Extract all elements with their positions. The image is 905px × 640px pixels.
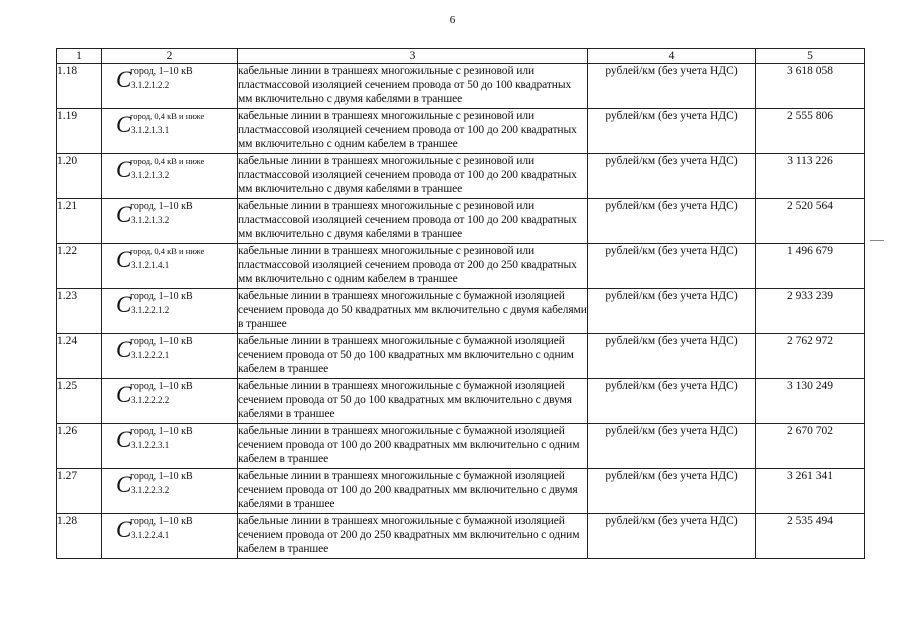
row-description: кабельные линии в траншеях многожильные с бумажной изоляцией сечением провода от 100 до 200 квадратных мм включительно с одним кабелем в траншее [238,424,588,469]
row-value: 3 130 249 [756,379,865,424]
row-number: 1.23 [57,289,102,334]
row-unit: рублей/км (без учета НДС) [588,469,756,514]
rate-formula [116,516,237,556]
rate-formula-cell [102,334,238,379]
row-description: кабельные линии в траншеях многожильные с резиновой или пластмассовой изоляцией сечением провода от 100 до 200 квадратных мм включительно с двумя кабелями в траншее [238,154,588,199]
scan-artifact [870,240,884,241]
row-unit: рублей/км (без учета НДС) [588,289,756,334]
header-col-2: 2 [102,49,238,64]
formula-superscript: город, 1–10 кВ [130,516,193,527]
formula-symbol: C [116,292,132,317]
rate-formula-cell [102,154,238,199]
rate-formula [116,426,237,466]
row-unit: рублей/км (без учета НДС) [588,64,756,109]
formula-subscript: 3.1.2.2.4.1 [131,530,170,540]
rate-formula [116,111,237,151]
table-row [57,379,865,424]
formula-superscript: город, 0,4 кВ и ниже [130,156,205,166]
row-unit: рублей/км (без учета НДС) [588,109,756,154]
rate-formula-cell [102,64,238,109]
row-description: кабельные линии в траншеях многожильные с резиновой или пластмассовой изоляцией сечением провода от 100 до 200 квадратных мм включительно с двумя кабелями в траншее [238,199,588,244]
formula-superscript: город, 1–10 кВ [130,381,193,392]
rates-table [56,48,865,559]
row-value: 3 261 341 [756,469,865,514]
row-value: 3 618 058 [756,64,865,109]
table-header-row [57,49,865,64]
row-unit: рублей/км (без учета НДС) [588,199,756,244]
rate-formula [116,336,237,376]
header-col-5: 5 [756,49,865,64]
rate-formula [116,291,237,331]
formula-subscript: 3.1.2.1.4.1 [131,260,170,270]
row-description: кабельные линии в траншеях многожильные с резиновой или пластмассовой изоляцией сечением провода от 200 до 250 квадратных мм включительно с одним кабелем в траншее [238,244,588,289]
rate-formula [116,156,237,196]
table-row [57,64,865,109]
row-unit: рублей/км (без учета НДС) [588,514,756,559]
row-description: кабельные линии в траншеях многожильные с бумажной изоляцией сечением провода от 100 до 200 квадратных мм включительно с двумя кабелями в траншее [238,469,588,514]
rate-formula-cell [102,514,238,559]
formula-subscript: 3.1.2.2.2.1 [131,350,170,360]
rate-formula-cell [102,244,238,289]
formula-symbol: C [116,67,132,92]
row-description: кабельные линии в траншеях многожильные с резиновой или пластмассовой изоляцией сечением провода от 100 до 200 квадратных мм включительно с одним кабелем в траншее [238,109,588,154]
table-body [57,64,865,559]
rate-formula-cell [102,109,238,154]
row-number: 1.27 [57,469,102,514]
table-row [57,424,865,469]
formula-subscript: 3.1.2.1.3.1 [131,125,170,135]
row-number: 1.19 [57,109,102,154]
rate-formula-cell [102,469,238,514]
rate-formula [116,246,237,286]
table-row [57,244,865,289]
rate-formula [116,66,237,106]
row-number: 1.28 [57,514,102,559]
row-unit: рублей/км (без учета НДС) [588,379,756,424]
formula-subscript: 3.1.2.1.3.2 [131,215,170,225]
row-description: кабельные линии в траншеях многожильные с бумажной изоляцией сечением провода от 50 до 100 квадратных мм включительно с двумя кабелями в траншее [238,379,588,424]
row-unit: рублей/км (без учета НДС) [588,334,756,379]
formula-subscript: 3.1.2.1.3.2 [131,170,170,180]
formula-symbol: C [116,517,132,542]
formula-superscript: город, 0,4 кВ и ниже [130,246,205,256]
row-number: 1.20 [57,154,102,199]
table-row [57,514,865,559]
formula-subscript: 3.1.2.2.1.2 [131,305,170,315]
formula-superscript: город, 1–10 кВ [130,66,193,77]
formula-superscript: город, 1–10 кВ [130,201,193,212]
formula-superscript: город, 1–10 кВ [130,471,193,482]
page-number: 6 [449,14,456,26]
row-unit: рублей/км (без учета НДС) [588,244,756,289]
formula-subscript: 3.1.2.2.3.2 [131,485,170,495]
header-col-3: 3 [238,49,588,64]
row-description: кабельные линии в траншеях многожильные с резиновой или пластмассовой изоляцией сечением провода от 50 до 100 квадратных мм включительно с двумя кабелями в траншее [238,64,588,109]
rate-formula [116,201,237,241]
row-number: 1.22 [57,244,102,289]
row-value: 2 670 702 [756,424,865,469]
row-number: 1.18 [57,64,102,109]
row-value: 2 520 564 [756,199,865,244]
row-value: 2 555 806 [756,109,865,154]
table-row [57,469,865,514]
row-number: 1.21 [57,199,102,244]
rate-formula [116,381,237,421]
row-value: 3 113 226 [756,154,865,199]
formula-superscript: город, 0,4 кВ и ниже [130,111,205,121]
header-col-1: 1 [57,49,102,64]
rate-formula-cell [102,424,238,469]
formula-subscript: 3.1.2.2.2.2 [131,395,170,405]
formula-superscript: город, 1–10 кВ [130,426,193,437]
rate-formula-cell [102,379,238,424]
row-unit: рублей/км (без учета НДС) [588,424,756,469]
formula-symbol: C [116,337,132,362]
row-value: 2 762 972 [756,334,865,379]
formula-symbol: C [116,157,132,182]
row-value: 1 496 679 [756,244,865,289]
row-unit: рублей/км (без учета НДС) [588,154,756,199]
table-row [57,289,865,334]
rate-formula-cell [102,289,238,334]
row-value: 2 535 494 [756,514,865,559]
formula-subscript: 3.1.2.1.2.2 [131,80,170,90]
row-number: 1.25 [57,379,102,424]
formula-superscript: город, 1–10 кВ [130,291,193,302]
formula-symbol: C [116,112,132,137]
row-description: кабельные линии в траншеях многожильные с бумажной изоляцией сечением провода от 200 до 250 квадратных мм включительно с одним кабелем в траншее [238,514,588,559]
formula-symbol: C [116,382,132,407]
formula-symbol: C [116,247,132,272]
row-description: кабельные линии в траншеях многожильные с бумажной изоляцией сечением провода от 50 до 100 квадратных мм включительно с одним кабелем в траншее [238,334,588,379]
formula-symbol: C [116,202,132,227]
rate-formula [116,471,237,511]
formula-subscript: 3.1.2.2.3.1 [131,440,170,450]
row-number: 1.24 [57,334,102,379]
table-row [57,334,865,379]
header-col-4: 4 [588,49,756,64]
table-row [57,154,865,199]
rate-formula-cell [102,199,238,244]
row-description: кабельные линии в траншеях многожильные с бумажной изоляцией сечением провода до 50 квадратных мм включительно с двумя кабелями в траншее [238,289,588,334]
table-row [57,199,865,244]
formula-superscript: город, 1–10 кВ [130,336,193,347]
formula-symbol: C [116,427,132,452]
formula-symbol: C [116,472,132,497]
table-row [57,109,865,154]
row-number: 1.26 [57,424,102,469]
row-value: 2 933 239 [756,289,865,334]
